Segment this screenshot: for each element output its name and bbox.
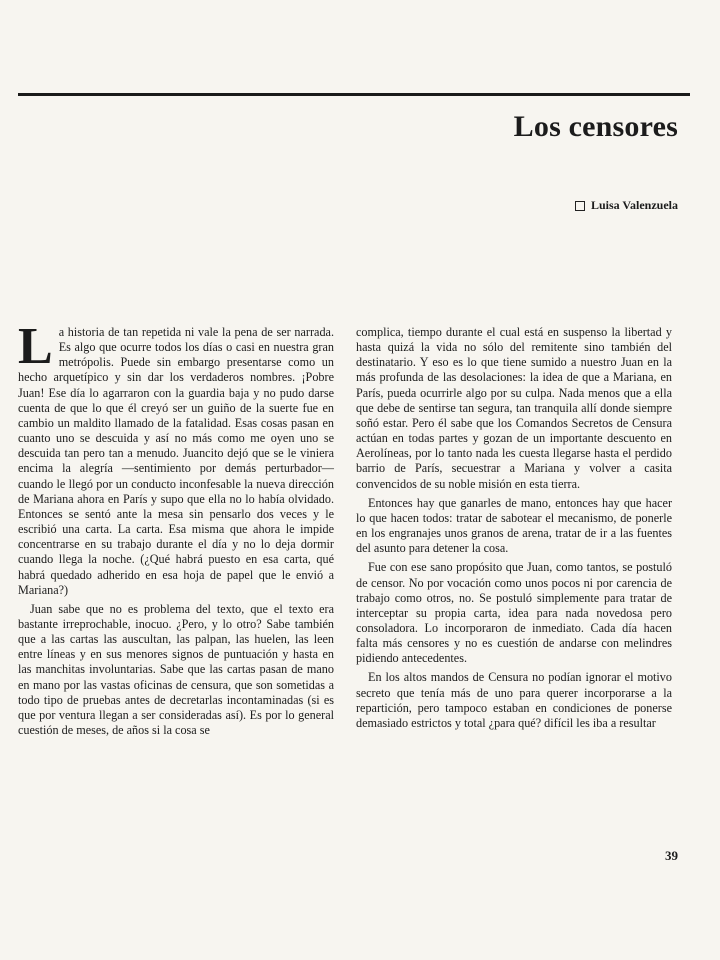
paragraph: [18, 318, 334, 598]
article-title: Los censores: [513, 110, 678, 143]
paragraph: En los altos mandos de Censura no podían ignorar el motivo secreto que tenía más de uno para querer incorporarse a la repartición, pero tampoco estaban en condiciones de ponerse demasiado estrictos y total ¿para qué? difícil les iba a resultar: [356, 670, 672, 730]
author-name: Luisa Valenzuela: [590, 198, 678, 212]
left-column: [18, 318, 334, 738]
right-column: [356, 325, 672, 731]
paragraph-text: a historia de tan repetida ni vale la pena de ser narrada. Es algo que ocurre todos los días o casi en nuestra gran metrópolis. Puede sin embargo presentarse como un hecho arquetípico y sin dar los verdaderos nombres. ¡Pobre Juan! Ese día lo agarraron con la guardia baja y no pudo darse cuenta de que lo que él creyó ser un guiño de la suerte fue en cambio un maldito llamado de la fatalidad. Esas cosas pasan en cuanto uno se descuida y así no más como me oyen uno se descuida tan pero tan a menudo. Juancito dejó que se le viniera encima la alegría —sentimiento por demás perturbador— cuando le llegó por un conducto inconfesable la nueva dirección de Mariana ahora en París y supo que ella no lo había olvidado. Entonces se sentó ante la mesa sin pensarlo dos veces y le escribió una carta. La carta. Esa misma que ahora le impide concentrarse en su trabajo durante el día y no lo deja dormir cuando llega la noche. (¿Qué habrá puesto en esa carta, qué habrá quedado adherido en esa hoja de papel que le envió a Mariana?): [18, 325, 334, 597]
paragraph: Fue con ese sano propósito que Juan, como tantos, se postuló de censor. No por vocación como unos pocos ni por carencia de trabajo como otros, no. Se postuló simplemente para tratar de interceptar su propia carta, idea para nada novedosa pero consoladora. Lo incorporaron de inmediato. Cada día hacen falta más censores y no es cuestión de andarse con melindres pidiendo antecedentes.: [356, 560, 672, 666]
author-byline: [575, 198, 678, 213]
square-bullet-icon: [575, 201, 585, 211]
paragraph: Juan sabe que no es problema del texto, que el texto era bastante irreprochable, inocuo. ¿Pero, y lo otro? Sabe también que a las cartas las auscultan, las palpan, las huelen, las leen entre líneas y en sus menores signos de puntuación y hasta en las manchitas involuntarias. Sabe que las cartas pasan de mano en mano por las vastas oficinas de censura, que son sometidas a todo tipo de pruebas antes de decretarlas incontaminadas (si es que por ventura llegan a ser consideradas así). Es por lo general cuestión de meses, de años si la cosa se: [18, 601, 334, 738]
paragraph: Entonces hay que ganarles de mano, entonces hay que hacer lo que hacen todos: tratar de sabotear el mecanismo, de ponerle en los engranajes unos granos de arena, tratar de ir a las fuentes del asunto para detener la cosa.: [356, 495, 672, 556]
drop-cap: L: [18, 318, 53, 375]
page-number: 39: [665, 848, 678, 863]
paragraph: complica, tiempo durante el cual está en suspenso la libertad y hasta quizá la vida no sólo del remitente sino también del destinatario. Y eso es lo que tiene sumido a nuestro Juan en la más profunda de las desolaciones: la idea de que a Mariana, en París, pueda ocurrirle algo por su culpa. Nada menos que a ella que debe de sentirse tan segura, tan tranquila allí donde siempre soñó estar. Pero él sabe que los Comandos Secretos de Censura actúan en todas partes y gozan de un importante descuento en Aerolíneas, por lo tanto nada les cuesta llegarse hasta el perdido barrio de París, secuestrar a Mariana y volver a casita convencidos de su noble misión en esta tierra.: [356, 325, 672, 491]
header-rule: [18, 93, 690, 96]
